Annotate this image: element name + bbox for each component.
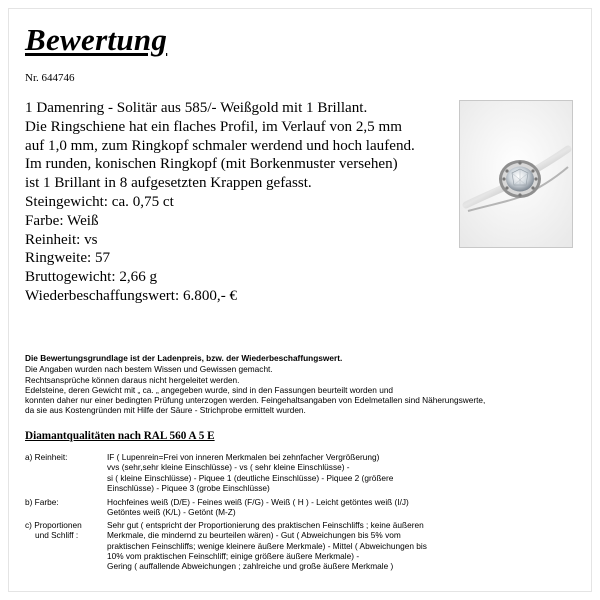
color-line: Hochfeines weiß (D/E) - Feines weiß (F/G) - Weiß ( H ) - Leicht getöntes weiß (I/J)	[107, 497, 409, 507]
description-line: 1 Damenring - Solitär aus 585/- Weißgold mit 1 Brillant.	[25, 100, 368, 116]
notes-line: konnten daher nur einer bedingten Prüfung unterzogen werden. Feingehaltsangaben von Edelmetallen sind Näherungswerte,	[25, 395, 486, 406]
diamond-qualities-heading: Diamantqualitäten nach RAL 560 A 5 E	[25, 430, 215, 442]
proportions-line: Merkmale, die mindernd zu beurteilen wären) - Gut ( Abweichungen bis 5% vom	[107, 530, 401, 541]
proportions-label	[25, 520, 105, 541]
proportions-label-line: c) Proportionen	[25, 520, 82, 530]
notes-heading: Die Bewertungsgrundlage ist der Ladenpreis, bzw. der Wiederbeschaffungswert.	[25, 353, 343, 363]
description-line: auf 1,0 mm, zum Ringkopf schmaler werdend und hoch laufend.	[25, 137, 415, 154]
clarity-line: Einschlüsse) - Piquee 3 (grobe Einschlüsse)	[107, 482, 270, 493]
clarity: Reinheit: vs	[25, 231, 98, 248]
description-line: ist 1 Brillant in 8 aufgesetzten Krappen gefasst.	[25, 175, 312, 192]
color-text	[107, 497, 577, 518]
document-number: Nr. 644746	[25, 72, 75, 84]
ring-size: Ringweite: 57	[25, 250, 111, 267]
notes-line: Rechtsansprüche können daraus nicht hergeleitet werden.	[25, 374, 240, 385]
description-line: Die Ringschiene hat ein flaches Profil, im Verlauf von 2,5 mm	[25, 118, 402, 135]
item-description	[25, 99, 455, 306]
proportions-line: praktischen Feinschliffs; wenige kleinere äußere Merkmale) - Mittel ( Abweichungen bis	[107, 540, 427, 551]
clarity-text	[107, 452, 577, 493]
gross-weight: Bruttogewicht: 2,66 g	[25, 269, 158, 286]
proportions-label-line: und Schliff :	[35, 530, 79, 541]
notes-line: da sie aus Kostengründen mit Hilfe der Säure - Strichprobe ermittelt wurden.	[25, 405, 306, 416]
notes-line: Edelsteine, deren Gewicht mit „ ca. „ angegeben wurde, sind in den Fassungen beurteilt worden und	[25, 384, 394, 395]
description-line: Im runden, konischen Ringkopf (mit Borkenmuster versehen)	[25, 156, 398, 173]
color-label: b) Farbe:	[25, 497, 59, 507]
proportions-text	[107, 520, 577, 571]
clarity-line: IF ( Lupenrein=Frei von inneren Merkmalen bei zehnfacher Vergrößerung)	[107, 452, 380, 462]
ring-photo	[459, 100, 573, 248]
clarity-line: si ( kleine Einschlüsse) - Piquee 1 (deutliche Einschlüsse) - Piquee 2 (größere	[107, 472, 394, 483]
replacement-value: Wiederbeschaffungswert: 6.800,- €	[25, 287, 238, 304]
notes-line: Die Angaben wurden nach bestem Wissen und Gewissen gemacht.	[25, 364, 273, 375]
ring-image	[460, 101, 572, 247]
valuation-notes	[25, 353, 585, 416]
clarity-line: vvs (sehr,sehr kleine Einschlüsse) - vs ( sehr kleine Einschlüsse) -	[107, 462, 350, 473]
clarity-label: a) Reinheit:	[25, 452, 68, 462]
proportions-line: Gering ( auffallende Abweichungen ; zahlreiche und große äußere Merkmale )	[107, 561, 394, 572]
stone-weight: Steingewicht: ca. 0,75 ct	[25, 193, 174, 210]
color: Farbe: Weiß	[25, 212, 99, 229]
proportions-line: Sehr gut ( entspricht der Proportionierung des praktischen Feinschliffs ; keine äußeren	[107, 520, 424, 530]
color-line: Getöntes weiß (K/L) - Getönt (M-Z)	[107, 507, 236, 518]
page-title: Bewertung	[25, 22, 168, 57]
proportions-line: 10% vom praktischen Feinschliff; einige größere äußere Merkmale) -	[107, 550, 360, 561]
